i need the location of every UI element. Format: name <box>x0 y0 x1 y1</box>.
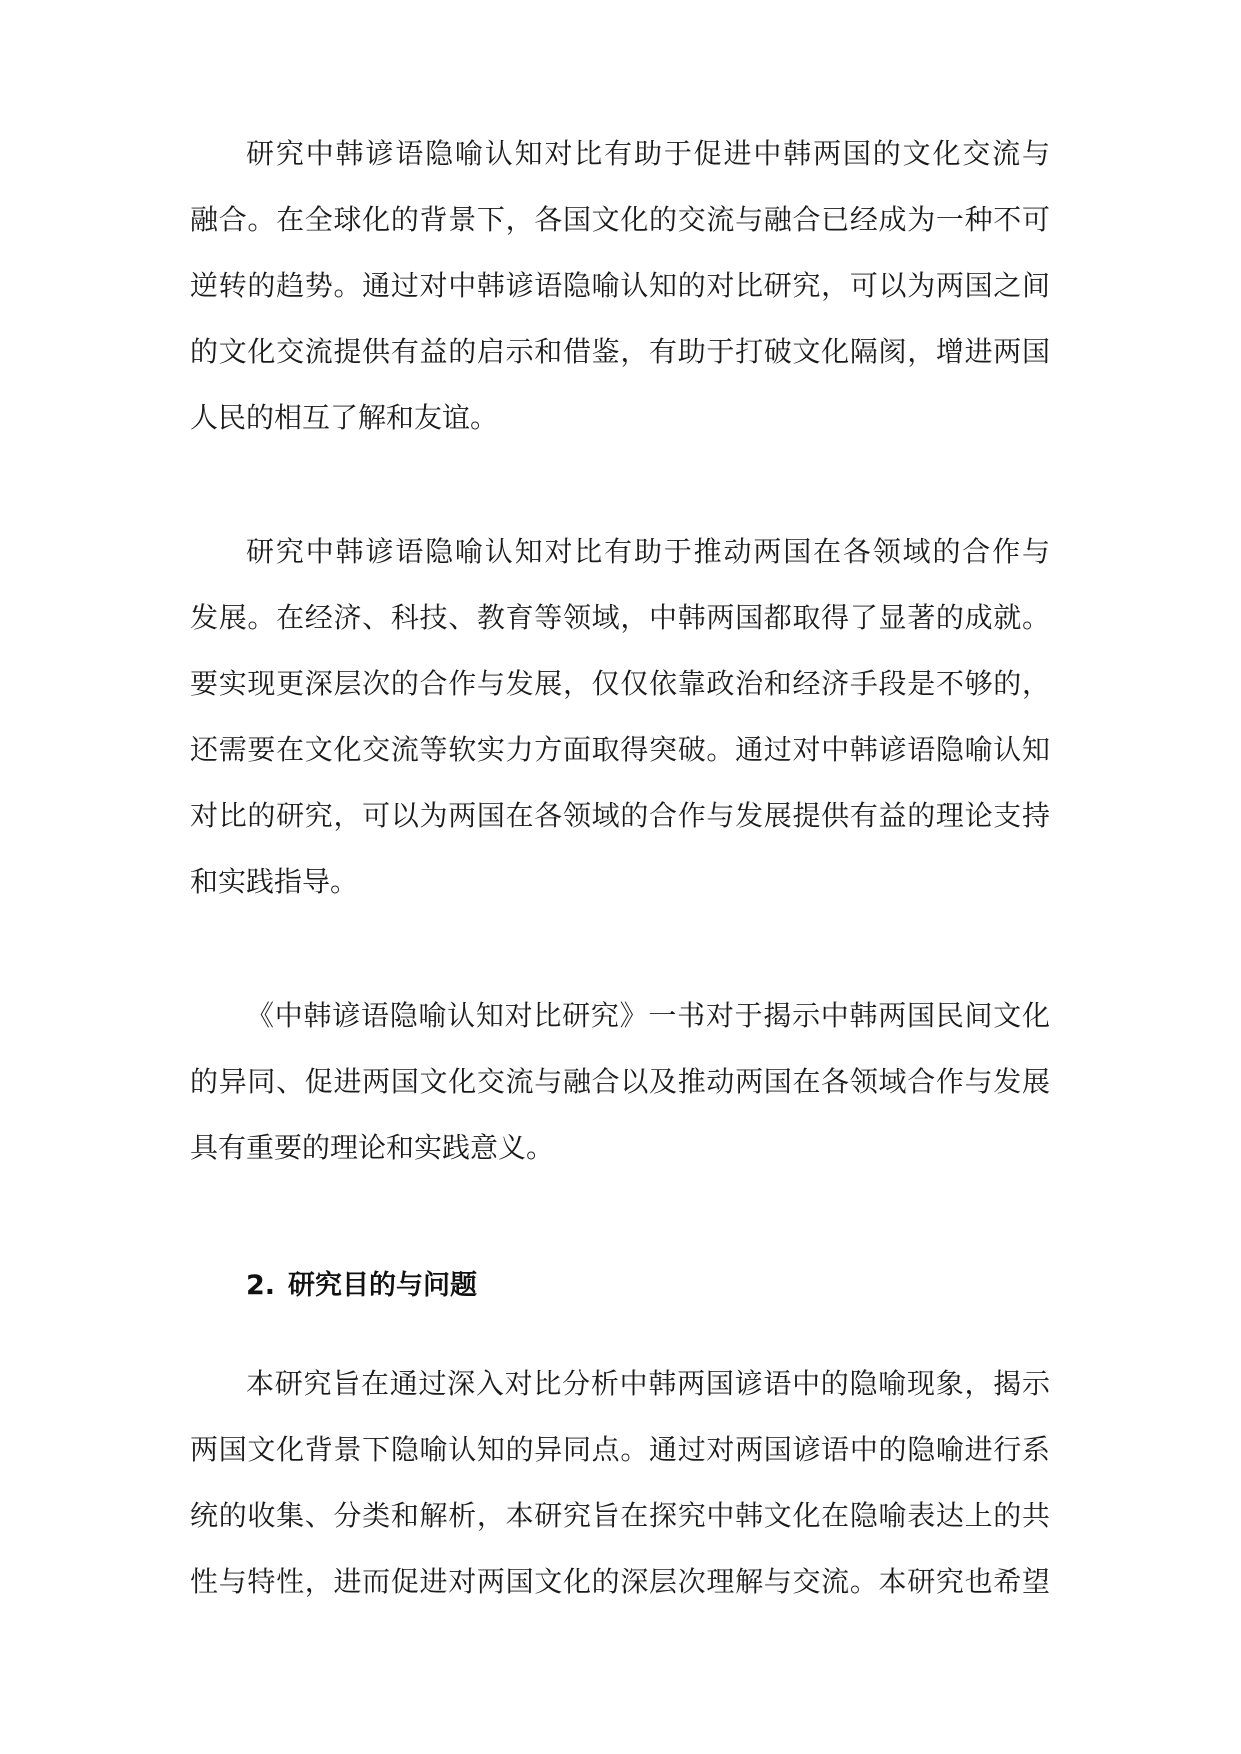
paragraph-line: 本研究旨在通过深入对比分析中韩两国谚语中的隐喻现象，揭示 <box>246 1367 1050 1400</box>
paragraph-line: 和实践指导。 <box>190 865 359 898</box>
paragraph-line: 要实现更深层次的合作与发展，仅仅依靠政治和经济手段是不够的， <box>190 667 1050 700</box>
paragraph-line: 的异同、促进两国文化交流与融合以及推动两国在各领域合作与发展 <box>190 1065 1050 1098</box>
paragraph-line: 的文化交流提供有益的启示和借鉴，有助于打破文化隔阂，增进两国 <box>190 335 1050 368</box>
paragraph-line: 研究中韩谚语隐喻认知对比有助于促进中韩两国的文化交流与 <box>246 137 1050 170</box>
paragraph-line: 具有重要的理论和实践意义。 <box>190 1131 555 1164</box>
paragraph-line: 《中韩谚语隐喻认知对比研究》一书对于揭示中韩两国民间文化 <box>246 999 1050 1032</box>
paragraph-line: 性与特性，进而促进对两国文化的深层次理解与交流。本研究也希望 <box>190 1565 1050 1598</box>
paragraph-line: 研究中韩谚语隐喻认知对比有助于推动两国在各领域的合作与 <box>246 535 1050 568</box>
paragraph-line: 两国文化背景下隐喻认知的异同点。通过对两国谚语中的隐喻进行系 <box>190 1433 1050 1466</box>
paragraph-line: 统的收集、分类和解析，本研究旨在探究中韩文化在隐喻表达上的共 <box>190 1499 1050 1532</box>
paragraph-line: 还需要在文化交流等软实力方面取得突破。通过对中韩谚语隐喻认知 <box>190 733 1050 766</box>
section-number: 2. <box>246 1270 276 1301</box>
section-heading <box>246 1254 477 1318</box>
paragraph-line: 发展。在经济、科技、教育等领域，中韩两国都取得了显著的成就。 <box>190 601 1050 634</box>
section-title: 研究目的与问题 <box>288 1270 477 1301</box>
paragraph-line: 对比的研究，可以为两国在各领域的合作与发展提供有益的理论支持 <box>190 799 1050 832</box>
paragraph-line: 逆转的趋势。通过对中韩谚语隐喻认知的对比研究，可以为两国之间 <box>190 269 1050 302</box>
paragraph-line: 融合。在全球化的背景下，各国文化的交流与融合已经成为一种不可 <box>190 203 1050 236</box>
paragraph-line: 人民的相互了解和友谊。 <box>190 401 499 434</box>
